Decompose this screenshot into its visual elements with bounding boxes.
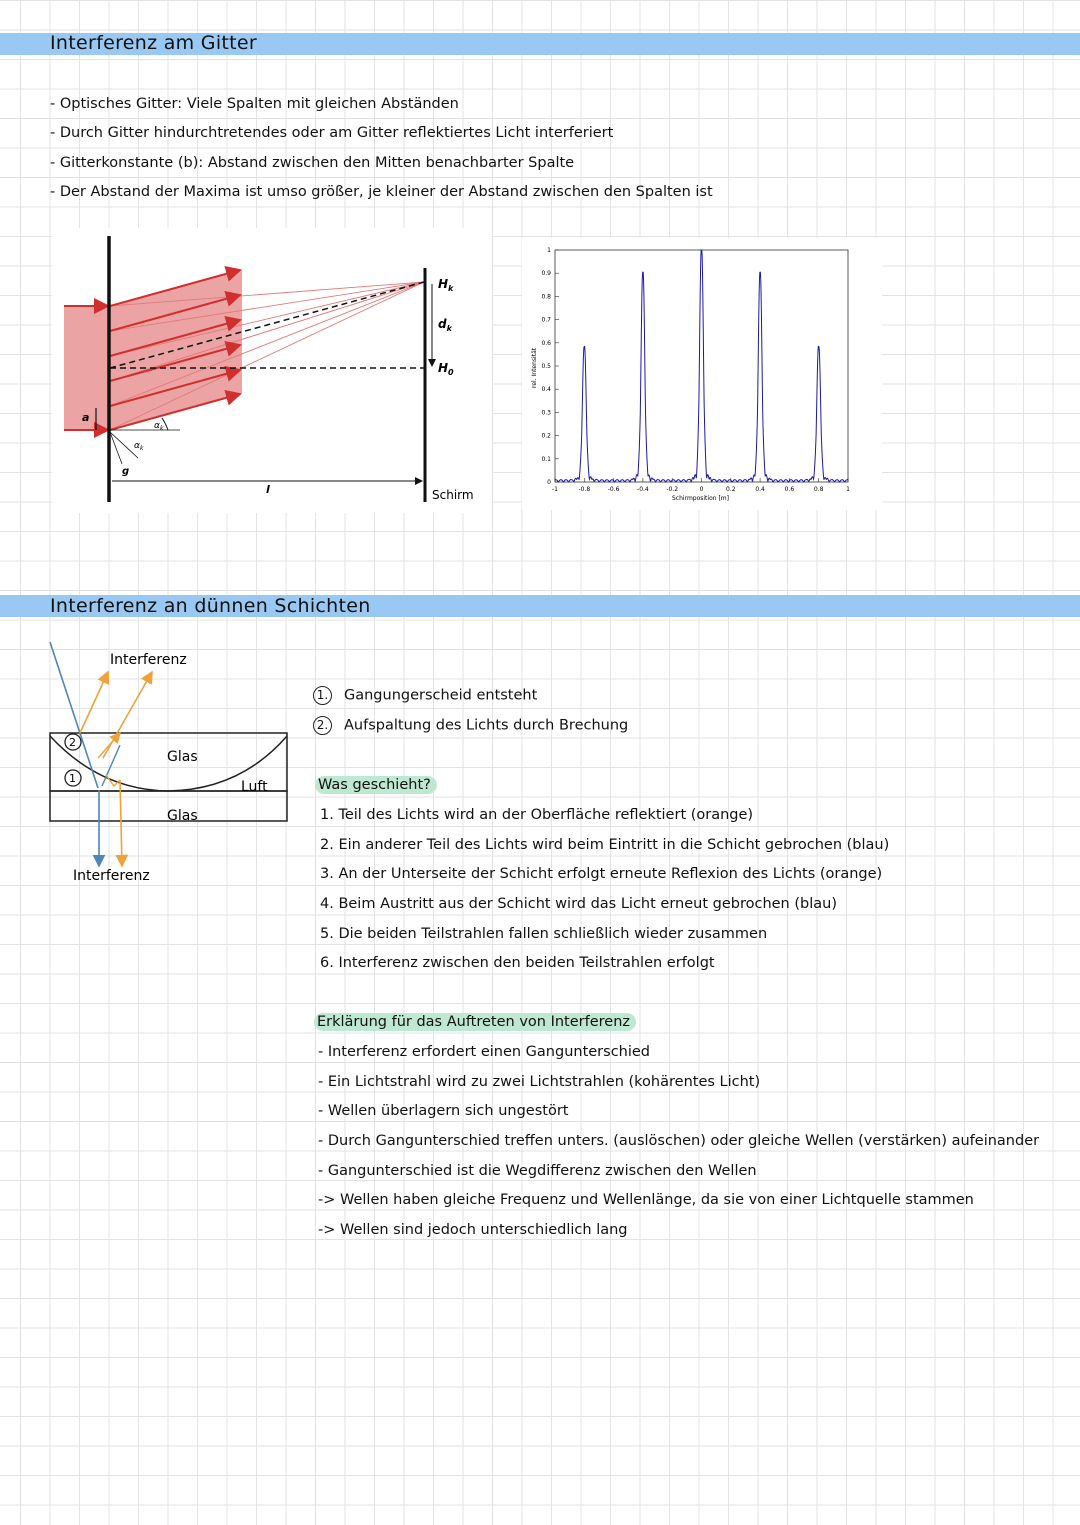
- y-tick-label: 0.2: [541, 432, 551, 440]
- numbered-point-1: [313, 686, 537, 705]
- y-tick-label: 0.5: [541, 363, 551, 370]
- numbered-text-2: Aufspaltung des Lichts durch Brechung: [344, 717, 629, 734]
- label-interferenz-top: Interferenz: [110, 652, 187, 668]
- x-tick-label: 0.4: [755, 486, 765, 493]
- bullet-2: - Durch Gitter hindurchtretendes oder am Gitter reflektiertes Licht interferiert: [50, 125, 614, 141]
- y-tick-label: 1: [547, 247, 551, 254]
- explain-item-3: - Wellen überlagern sich ungestört: [318, 1103, 569, 1119]
- g-ray: [110, 432, 122, 464]
- thin-film-diagram: [40, 640, 310, 900]
- label-a: a: [82, 411, 90, 424]
- chart-frame: [555, 250, 848, 482]
- label-interferenz-bottom: Interferenz: [73, 868, 150, 884]
- incident-ray: [50, 642, 98, 788]
- y-tick-label: 0.3: [541, 409, 551, 417]
- intensity-chart: [522, 238, 882, 510]
- x-tick-label: -0.8: [578, 486, 591, 493]
- grating-diagram: [52, 228, 492, 513]
- explain-item-7: -> Wellen sind jedoch unterschiedlich lang: [318, 1222, 628, 1238]
- explain-item-1: - Interferenz erfordert einen Gangunterschied: [318, 1044, 651, 1060]
- x-tick-label: 0.8: [813, 486, 824, 493]
- label-luft: Luft: [241, 779, 268, 795]
- bullet-1: - Optisches Gitter: Viele Spalten mit gleichen Abständen: [50, 96, 459, 112]
- explain-item-6: -> Wellen haben gleiche Frequenz und Wellenlänge, da sie von einer Lichtquelle stammen: [318, 1192, 974, 1208]
- what-item-2: 2. Ein anderer Teil des Lichts wird beim Eintritt in die Schicht gebrochen (blau): [320, 837, 890, 853]
- chart-ylabel: rel. Intensität: [531, 347, 538, 388]
- marker-2-label: 2: [69, 736, 76, 749]
- x-tick-label: -1: [552, 486, 558, 493]
- x-tick-label: -0.4: [637, 486, 649, 493]
- label-l: l: [266, 483, 270, 496]
- label-h0: $H_0$: [438, 361, 454, 377]
- label-schirm: Schirm: [432, 488, 474, 502]
- what-heading: [315, 777, 437, 793]
- marker-1-label: 1: [69, 772, 76, 785]
- numbered-point-2: [313, 716, 628, 735]
- bullet-4: - Der Abstand der Maxima ist umso größer, je kleiner der Abstand zwischen den Spalten ist: [50, 184, 713, 200]
- y-tick-label: 0.6: [541, 339, 551, 347]
- explain-heading: [314, 1014, 636, 1030]
- y-tick-label: 0: [547, 479, 551, 486]
- reflected-ray-1: [80, 672, 108, 733]
- what-item-3: 3. An der Unterseite der Schicht erfolgt erneute Reflexion des Lichts (orange): [320, 866, 883, 882]
- y-tick-label: 0.8: [541, 293, 551, 301]
- section-title-gitter: Interferenz am Gitter: [50, 32, 258, 54]
- label-alpha-top: $\alpha_k$: [154, 421, 164, 432]
- label-dk: $d_k$: [438, 317, 452, 333]
- x-tick-label: -0.2: [666, 486, 679, 493]
- label-g: g: [122, 466, 130, 477]
- what-item-5: 5. Die beiden Teilstrahlen fallen schließlich wieder zusammen: [320, 926, 768, 942]
- label-glas-top: Glas: [167, 749, 198, 765]
- section-title-schichten: Interferenz an dünnen Schichten: [50, 595, 371, 617]
- y-tick-label: 0.7: [541, 316, 551, 324]
- y-tick-label: 0.9: [541, 270, 551, 278]
- what-item-6: 6. Interferenz zwischen den beiden Teilstrahlen erfolgt: [320, 955, 715, 971]
- x-tick-label: -0.6: [607, 486, 620, 493]
- label-hk: $H_k$: [438, 277, 454, 293]
- explain-item-4: - Durch Gangunterschied treffen unters. (auslöschen) oder gleiche Wellen (verstärken) aufeinander: [318, 1133, 1040, 1149]
- chart-xlabel: Schirmposition [m]: [672, 495, 729, 502]
- x-tick-label: 0: [699, 486, 704, 493]
- explain-item-5: - Gangunterschied ist die Wegdifferenz zwischen den Wellen: [318, 1163, 757, 1179]
- reflected-ray-2: [103, 672, 152, 758]
- circle-number-1: 1.: [313, 686, 332, 705]
- y-tick-label: 0.4: [541, 386, 551, 394]
- x-tick-label: 0.2: [726, 486, 736, 493]
- label-alpha-bottom: $\alpha_k$: [134, 441, 144, 452]
- x-tick-label: 0.6: [784, 486, 795, 493]
- explain-item-2: - Ein Lichtstrahl wird zu zwei Lichtstrahlen (kohärentes Licht): [318, 1074, 761, 1090]
- what-item-4: 4. Beim Austritt aus der Schicht wird das Licht erneut gebrochen (blau): [320, 896, 837, 912]
- reflected-ray-4: [120, 780, 122, 866]
- explain-heading-text: Erklärung für das Auftreten von Interferenz: [314, 1013, 636, 1031]
- y-tick-label: 0.1: [541, 455, 551, 463]
- bullet-3: - Gitterkonstante (b): Abstand zwischen den Mitten benachbarter Spalte: [50, 155, 575, 171]
- label-glas-bottom: Glas: [167, 808, 198, 824]
- what-item-1: 1. Teil des Lichts wird an der Oberfläche reflektiert (orange): [320, 807, 754, 823]
- what-heading-text: Was geschieht?: [315, 776, 437, 794]
- x-tick-label: 1: [846, 486, 850, 493]
- circle-number-2: 2.: [313, 716, 332, 735]
- numbered-text-1: Gangungerscheid entsteht: [344, 687, 538, 704]
